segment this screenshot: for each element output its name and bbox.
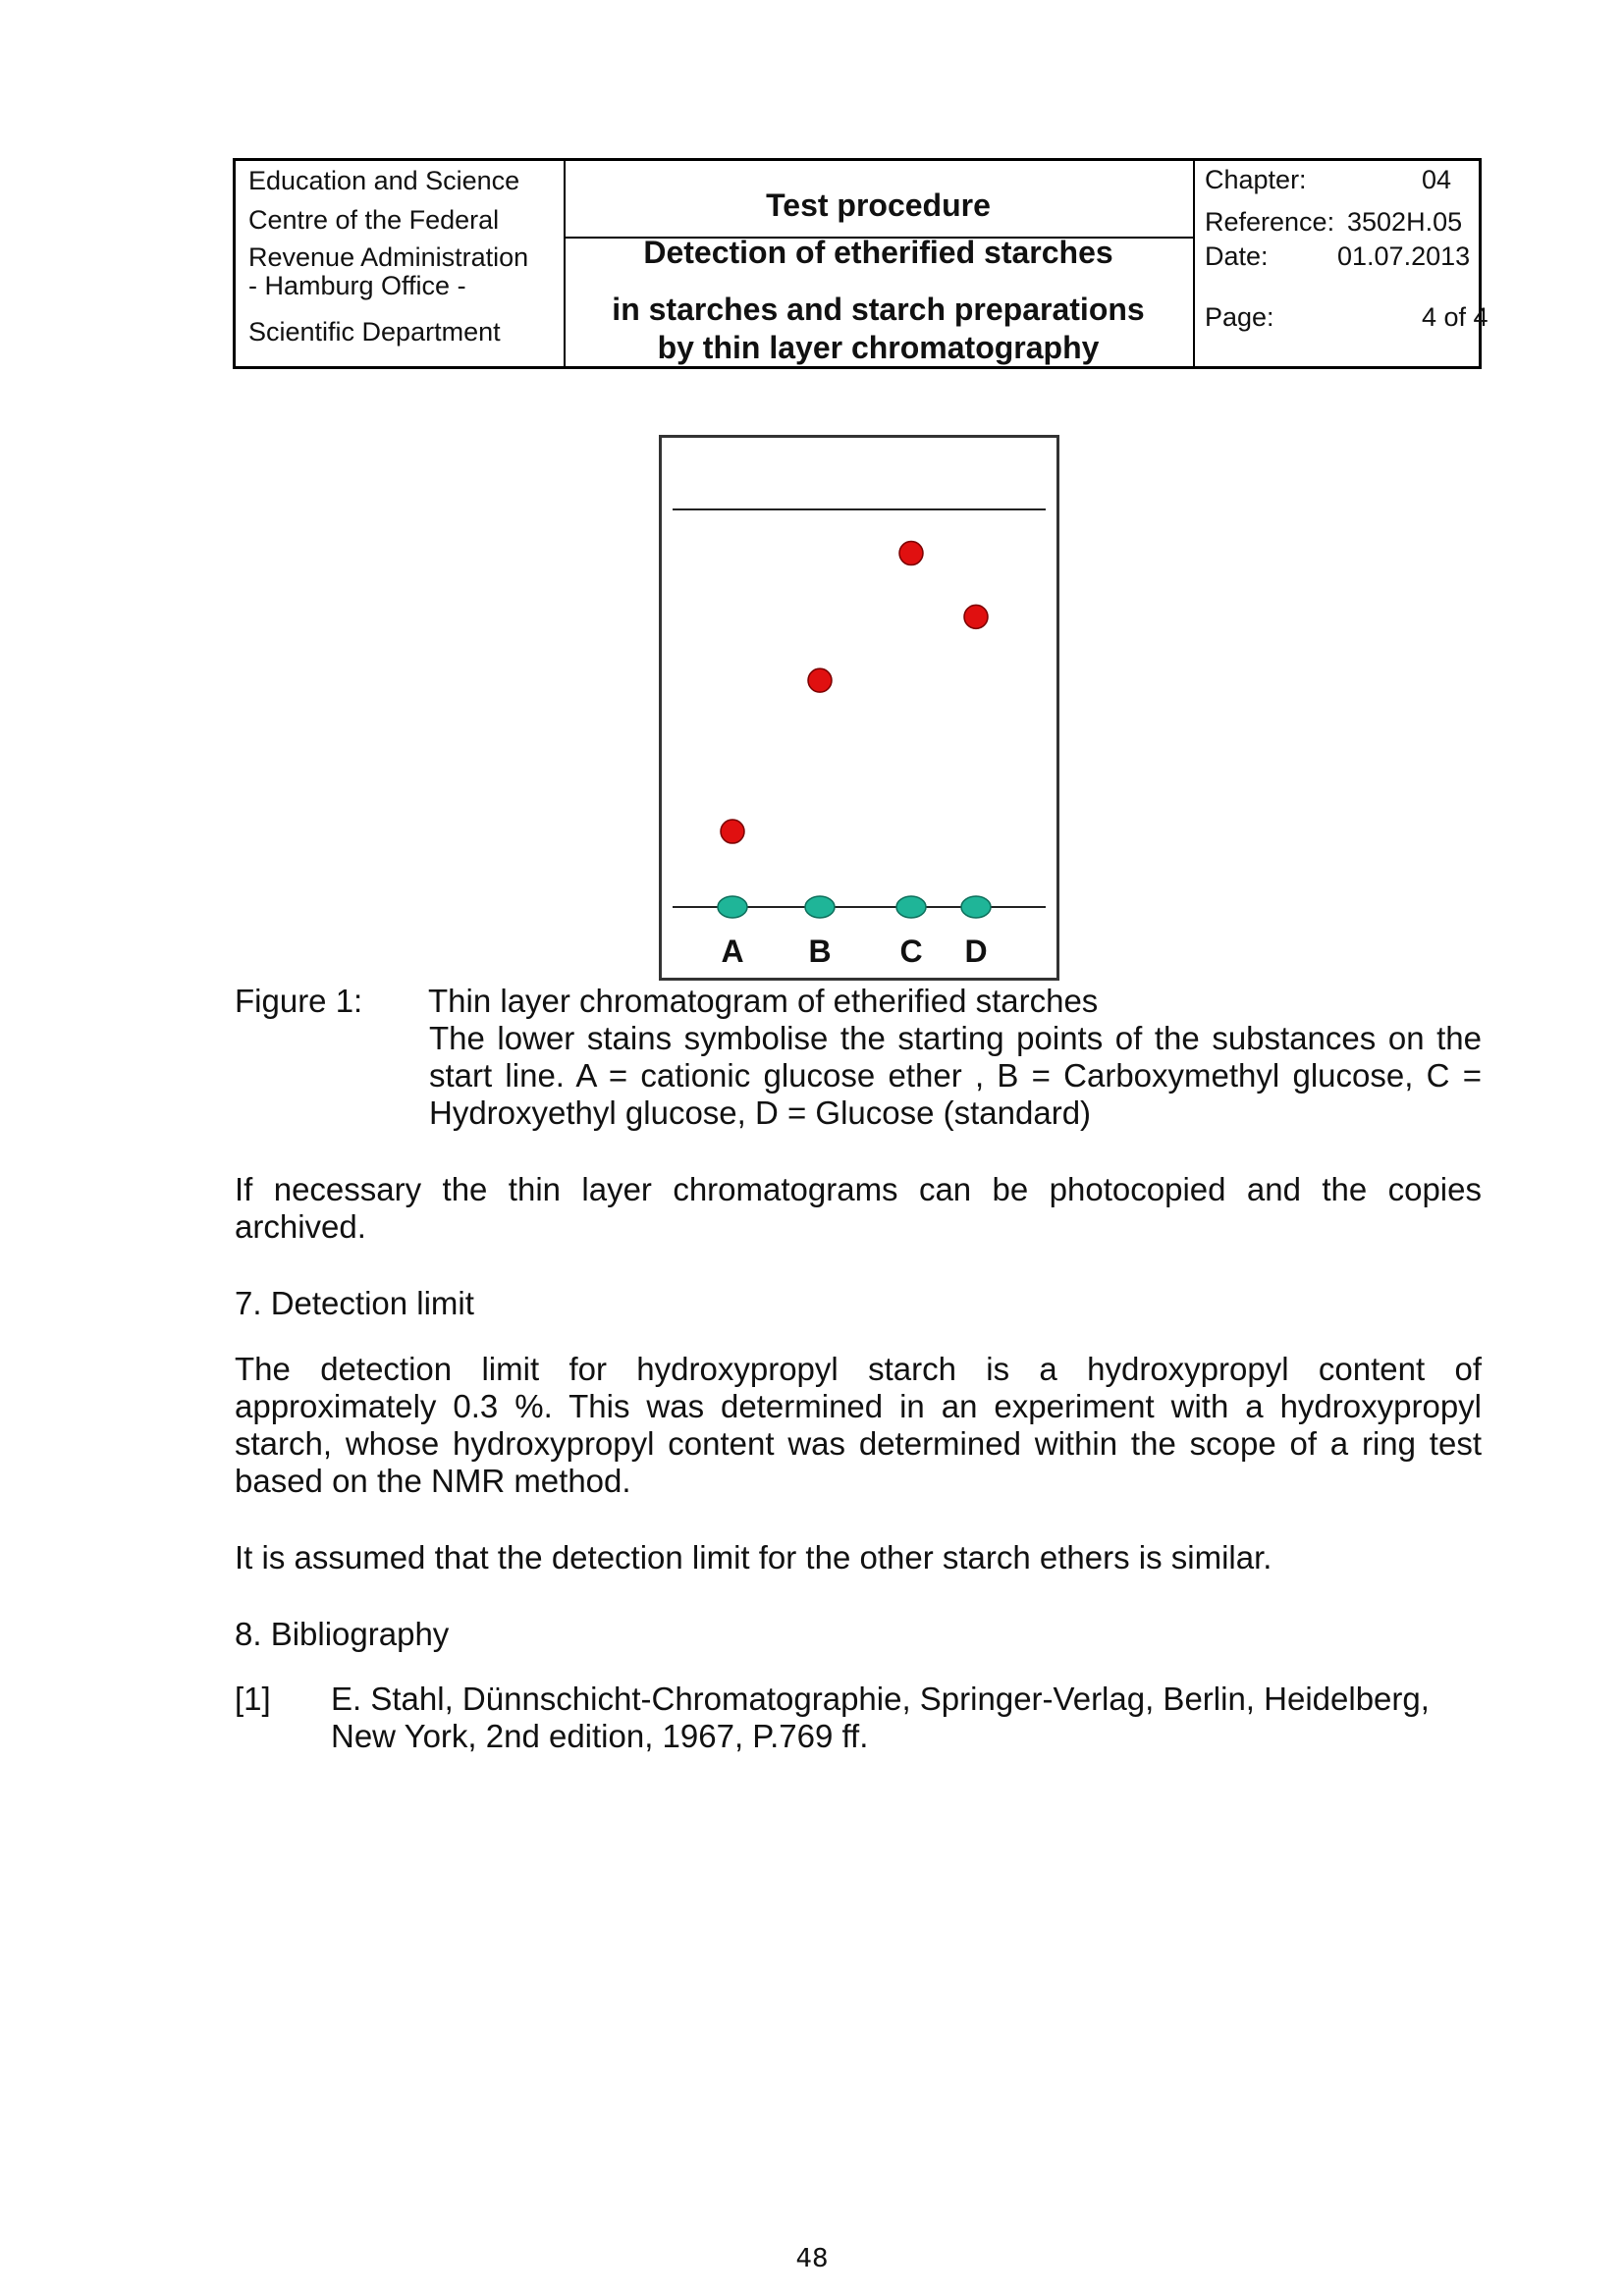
institution-line: Centre of the Federal [248, 205, 500, 235]
page-number: 48 [795, 2244, 829, 2273]
institution-line: - Hamburg Office - [248, 271, 466, 300]
start-spot-b [805, 896, 835, 918]
start-spot-d [961, 896, 991, 918]
reference-number: [1] [235, 1681, 271, 1717]
figure-label: Figure 1: [235, 983, 363, 1019]
tlc-figure [659, 435, 1059, 981]
tlc-plate [659, 435, 1059, 981]
page-value: 4 of 4 [1422, 302, 1489, 332]
page-label: Page: [1205, 302, 1274, 332]
chapter-label: Chapter: [1205, 165, 1307, 194]
document-title: Test procedure [766, 187, 991, 223]
lane-label-c: C [899, 934, 923, 969]
header-divider [1193, 161, 1195, 366]
paragraph: The detection limit for hydroxypropyl starch is a hydroxypropyl content of approximately 0.3 %. This was determined in an experiment with a hydroxypropyl starch, whose hydroxypropyl content was determined within the scope of a ring test based on the NMR method. [235, 1351, 1482, 1499]
document-subtitle: in starches and starch preparations [612, 292, 1145, 327]
lane-label-a: A [721, 934, 744, 969]
figure-description: The lower stains symbolise the starting points of the substances on the start line. A = cationic glucose ether , B = Carboxymethyl glucose, C = Hydroxyethyl glucose, D = Glucose (standard) [429, 1020, 1482, 1131]
paragraph: If necessary the thin layer chromatograms can be photocopied and the copies archived. [235, 1171, 1482, 1245]
figure-title: Thin layer chromatogram of etherified starches [428, 983, 1099, 1019]
section-heading: 8. Bibliography [235, 1616, 450, 1652]
department-line: Scientific Department [248, 317, 501, 347]
institution-line: Revenue Administration [248, 242, 529, 272]
start-spot-a [718, 896, 747, 918]
date-value: 01.07.2013 [1337, 241, 1471, 271]
start-spot-c [896, 896, 926, 918]
lane-label-d: D [964, 934, 988, 969]
spot-b [808, 668, 832, 692]
lane-label-b: B [808, 934, 832, 969]
spot-a [721, 820, 744, 843]
paragraph: It is assumed that the detection limit for the other starch ethers is similar. [235, 1539, 1272, 1575]
document-header [233, 158, 1489, 369]
spot-d [964, 605, 988, 628]
date-label: Date: [1205, 241, 1269, 271]
chapter-value: 04 [1422, 165, 1452, 194]
document-subtitle: Detection of etherified starches [643, 235, 1113, 270]
section-heading: 7. Detection limit [235, 1285, 474, 1321]
reference-value: 3502H.05 [1347, 207, 1463, 237]
document-subtitle: by thin layer chromatography [657, 330, 1100, 365]
spot-c [899, 542, 923, 565]
reference-text: E. Stahl, Dünnschicht-Chromatographie, Springer-Verlag, Berlin, Heidelberg, New York, 2nd edition, 1967, P.769 ff. [331, 1681, 1430, 1754]
institution-line: Education and Science [248, 166, 520, 195]
reference-label: Reference: [1205, 207, 1335, 237]
